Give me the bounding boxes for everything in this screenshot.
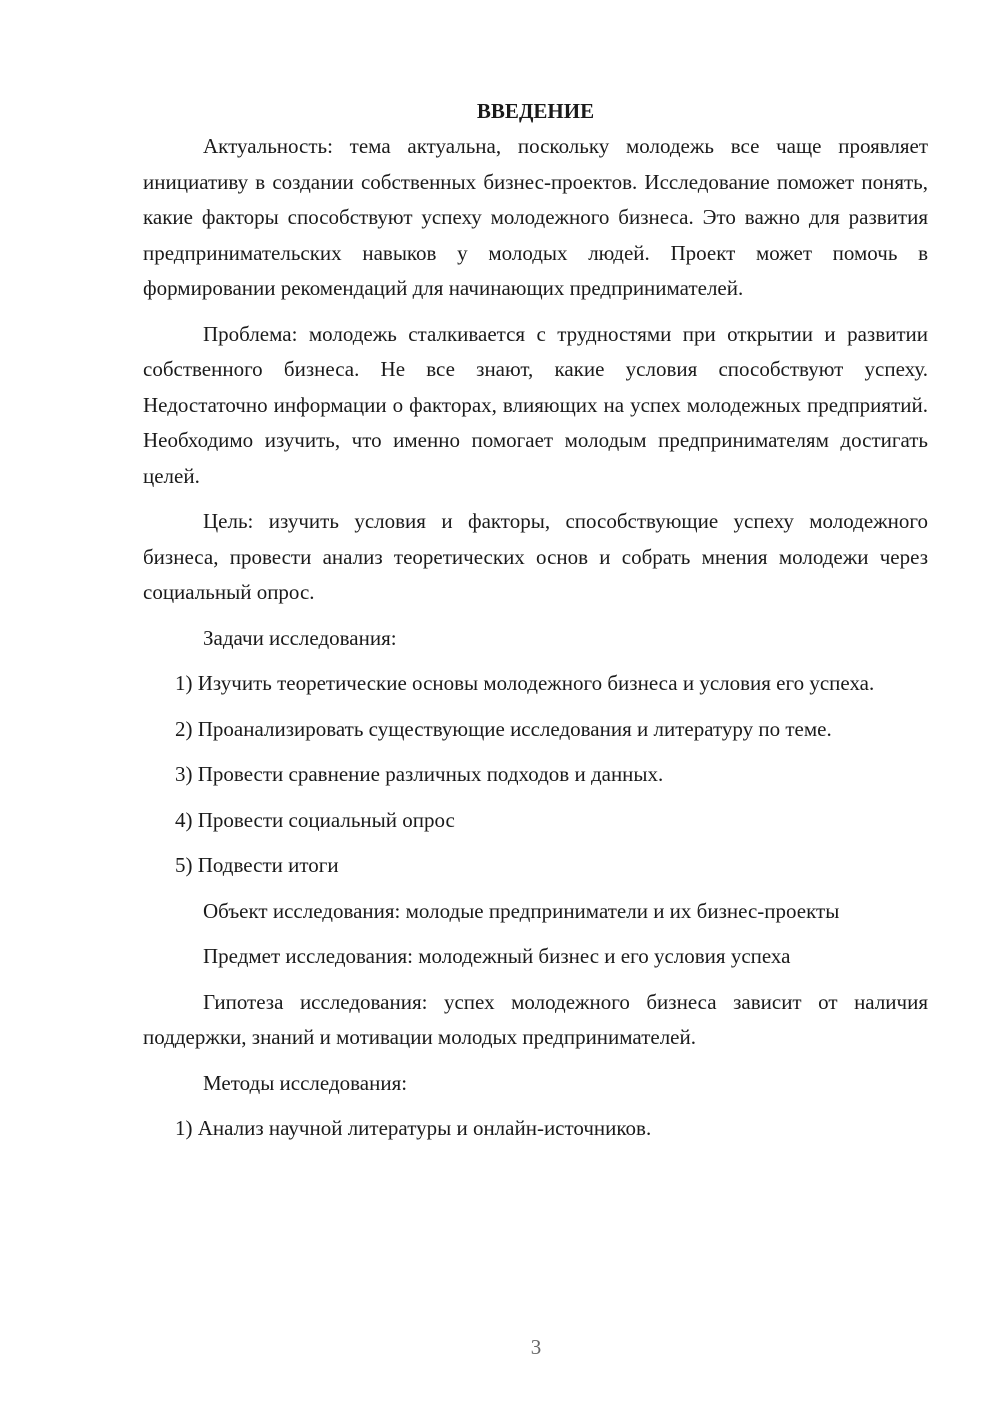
paragraph-subject: Предмет исследования: молодежный бизнес и его условия успеха: [203, 944, 791, 968]
page-number: 3: [530, 1335, 542, 1359]
page-content: [143, 96, 928, 1157]
paragraph-relevance: Актуальность: тема актуальна, поскольку молодежь все чаще проявляет инициативу в создании собственных бизнес-проектов. Исследование поможет понять, какие факторы способствуют успеху молодежного бизнеса. Это важно для развития предпринимательских навыков у молодых людей. Проект может помочь в формировании рекомендаций для начинающих предпринимателей.: [143, 134, 928, 300]
paragraph-hypothesis: Гипотеза исследования: успех молодежного бизнеса зависит от наличия поддержки, знаний и мотивации молодых предпринимателей.: [143, 989, 928, 1049]
paragraph-problem: Проблема: молодежь сталкивается с трудностями при открытии и развитии собственного бизнеса. Не все знают, какие условия способствуют успеху. Недостаточно информации о факторах, влияющих на успех молодежных предприятий. Необходимо изучить, что именно помогает молодым предпринимателям достигать целей.: [143, 321, 928, 488]
paragraph-goal: Цель: изучить условия и факторы, способствующие успеху молодежного бизнеса, провести анализ теоретических основ и собрать мнения молодежи через социальный опрос.: [143, 509, 928, 604]
task-item-2: 2) Проанализировать существующие исследования и литературу по теме.: [175, 716, 832, 741]
task-item-1: 1) Изучить теоретические основы молодежного бизнеса и условия его успеха.: [175, 671, 875, 695]
method-item-1: 1) Анализ научной литературы и онлайн-источников.: [175, 1116, 652, 1140]
paragraph-object: Объект исследования: молодые предприниматели и их бизнес-проекты: [203, 898, 840, 923]
tasks-heading: Задачи исследования:: [203, 625, 397, 650]
section-title: ВВЕДЕНИЕ: [476, 99, 595, 123]
task-item-4: 4) Провести социальный опрос: [175, 807, 455, 832]
task-item-5: 5) Подвести итоги: [175, 853, 339, 877]
methods-heading: Методы исследования:: [203, 1070, 408, 1095]
task-item-3: 3) Провести сравнение различных подходов и данных.: [175, 762, 664, 786]
